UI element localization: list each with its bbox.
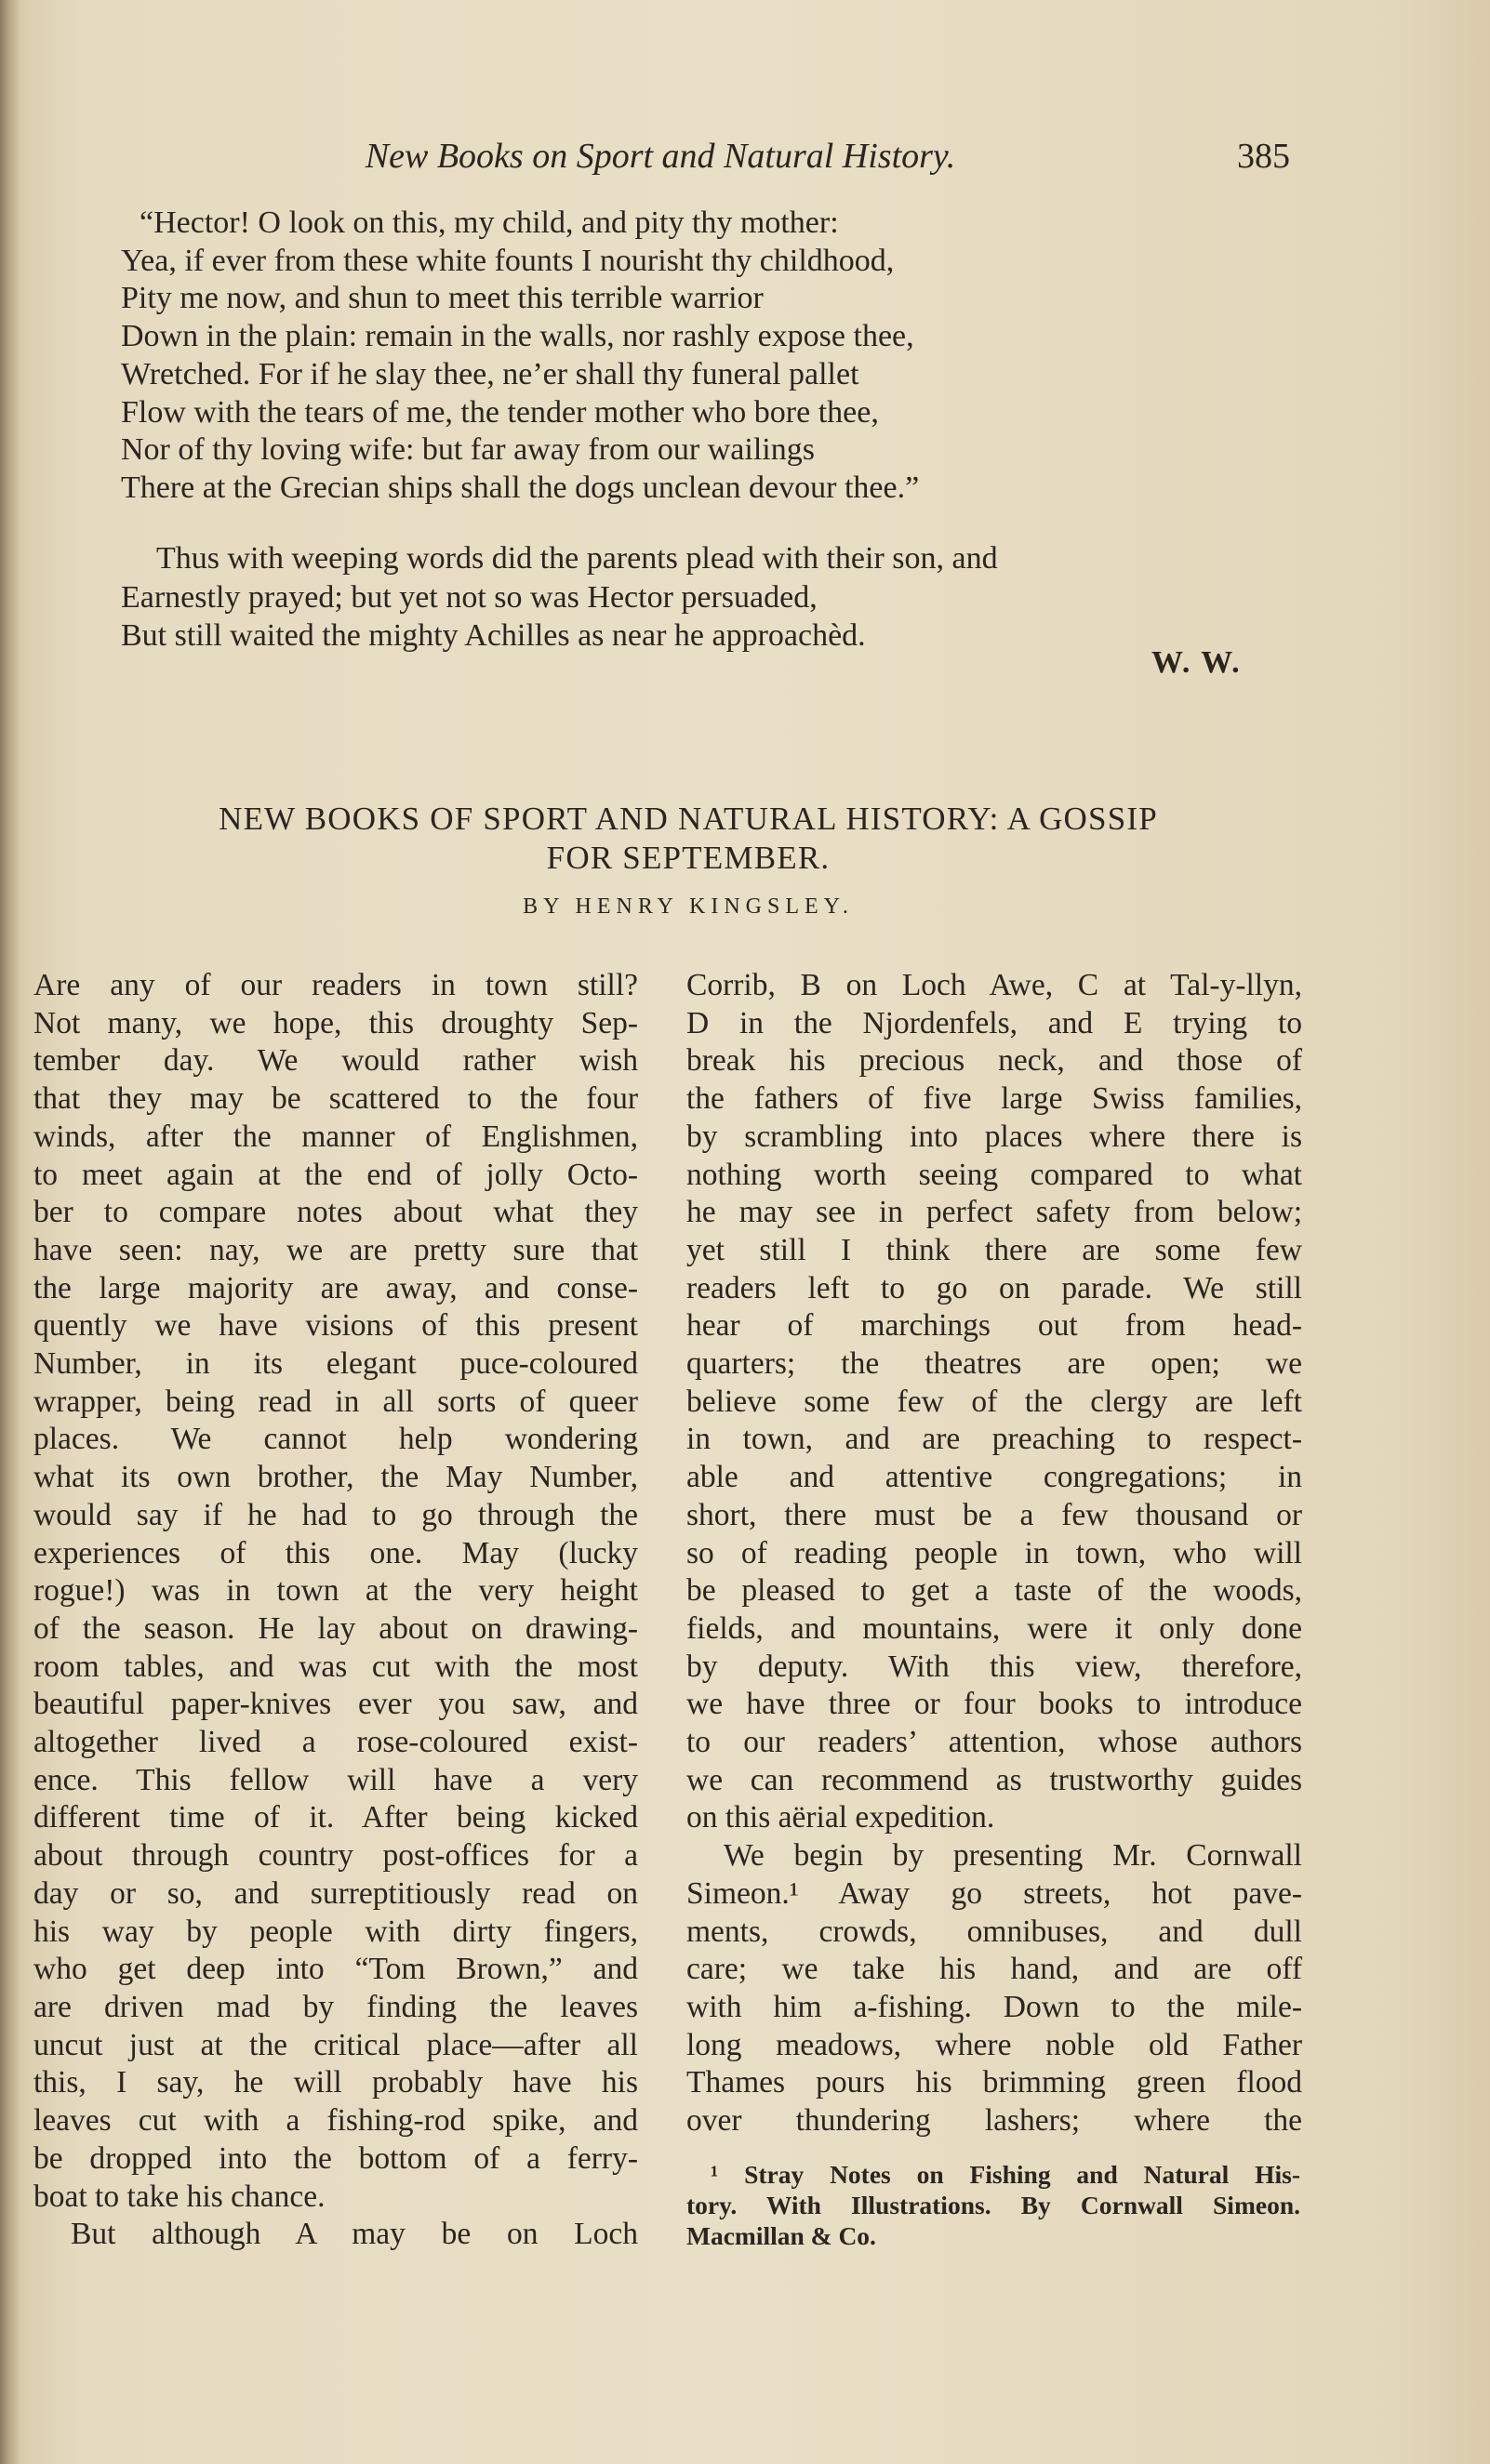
text-line: experiences of this one. May (lucky (33, 1535, 638, 1570)
text-line: nothing worth seeing compared to what (686, 1157, 1302, 1192)
footnote (686, 2159, 1300, 2251)
poem-line: There at the Grecian ships shall the dogs unclean devour thee.” (121, 470, 920, 505)
text-line: places. We cannot help wondering (33, 1422, 638, 1457)
text-line: about through country post-offices for a (33, 1838, 638, 1874)
text-line: wrapper, being read in all sorts of queer (33, 1384, 638, 1419)
text-line: he may see in perfect safety from below; (686, 1195, 1302, 1230)
text-line: different time of it. After being kicked (33, 1800, 638, 1835)
text-line: Simeon.¹ Away go streets, hot pave- (686, 1875, 1302, 1911)
text-line: in town, and are preaching to respect- (686, 1422, 1302, 1457)
footnote-line: ¹ Stray Notes on Fishing and Natural His- (711, 2160, 1300, 2189)
text-line: on this aërial expedition. (686, 1800, 995, 1835)
text-line: Not many, we hope, this droughty Sep- (33, 1005, 638, 1040)
text-line: care; we take his hand, and are off (686, 1952, 1302, 1987)
text-line: day or so, and surreptitiously read on (33, 1875, 638, 1911)
poem-line: Wretched. For if he slay thee, ne’er shall thy funeral pallet (121, 356, 859, 391)
text-line: leaves cut with a fishing-rod spike, and (33, 2103, 638, 2139)
text-line: winds, after the manner of Englishmen, (33, 1119, 638, 1154)
text-line: so of reading people in town, who will (686, 1535, 1302, 1570)
text-line: to meet again at the end of jolly Octo- (33, 1157, 638, 1192)
text-line: We begin by presenting Mr. Cornwall (724, 1838, 1302, 1874)
text-line: over thundering lashers; where the (686, 2103, 1302, 2139)
text-line: by scrambling into places where there is (686, 1119, 1302, 1154)
text-line: D in the Njordenfels, and E trying to (686, 1005, 1302, 1040)
text-line: we can recommend as trustworthy guides (686, 1762, 1302, 1797)
text-line: But although A may be on Loch (71, 2217, 638, 2252)
poem-line: Earnestly prayed; but yet not so was Hector persuaded, (121, 579, 818, 615)
text-line: Are any of our readers in town still? (33, 968, 638, 1002)
text-line: be dropped into the bottom of a ferry- (33, 2140, 638, 2176)
text-line: believe some few of the clergy are left (686, 1384, 1302, 1419)
text-line: quarters; the theatres are open; we (686, 1346, 1302, 1382)
poem-line: Down in the plain: remain in the walls, nor rashly expose thee, (121, 319, 914, 354)
text-line: the fathers of five large Swiss families, (686, 1081, 1302, 1117)
footnote-line: tory. With Illustrations. By Cornwall Simeon. (686, 2191, 1300, 2219)
poem-signature: W. W. (1151, 645, 1242, 680)
text-line: are driven mad by finding the leaves (33, 1989, 638, 2024)
text-line: the large majority are away, and conse- (33, 1270, 638, 1305)
poem-line: But still waited the mighty Achilles as near he approachèd. (121, 618, 866, 653)
text-line: Corrib, B on Loch Awe, C at Tal-y-llyn, (686, 968, 1302, 1002)
text-line: what its own brother, the May Number, (33, 1460, 638, 1495)
text-line: quently we have visions of this present (33, 1308, 638, 1344)
text-line: would say if he had to go through the (33, 1497, 638, 1532)
text-line: to our readers’ attention, whose authors (686, 1725, 1302, 1760)
text-line: we have three or four books to introduce (686, 1687, 1302, 1722)
poem-line: Thus with weeping words did the parents plead with their son, and (156, 541, 998, 576)
text-line: ence. This fellow will have a very (33, 1762, 638, 1797)
text-line: beautiful paper-knives ever you saw, and (33, 1687, 638, 1722)
text-line: rogue!) was in town at the very height (33, 1573, 638, 1609)
text-line: ber to compare notes about what they (33, 1195, 638, 1230)
article-title (65, 800, 1311, 878)
text-line: uncut just at the critical place—after all (33, 2027, 638, 2062)
poem-line: Nor of thy loving wife: but far away from our wailings (121, 432, 815, 468)
body-column-right (686, 967, 1302, 2140)
poem-line: Pity me now, and shun to meet this terrible warrior (121, 281, 764, 316)
text-line: break his precious neck, and those of (686, 1043, 1302, 1079)
text-line: room tables, and was cut with the most (33, 1649, 638, 1684)
body-column-left (33, 967, 638, 2254)
poem-line: Flow with the tears of me, the tender mother who bore thee, (121, 394, 879, 430)
article-byline: BY HENRY KINGSLEY. (523, 894, 854, 919)
text-line: by deputy. With this view, therefore, (686, 1649, 1302, 1684)
text-line: of the season. He lay about on drawing- (33, 1610, 638, 1646)
text-line: this, I say, he will probably have his (33, 2065, 638, 2100)
text-line: be pleased to get a taste of the woods, (686, 1573, 1302, 1609)
running-head: New Books on Sport and Natural History. (365, 137, 956, 176)
text-line: that they may be scattered to the four (33, 1081, 638, 1117)
text-line: readers left to go on parade. We still (686, 1270, 1302, 1305)
article-title-line: NEW BOOKS OF SPORT AND NATURAL HISTORY: A GOSSIP (219, 801, 1158, 837)
text-line: able and attentive congregations; in (686, 1460, 1302, 1495)
poem-line: “Hector! O look on this, my child, and pity thy mother: (140, 205, 839, 240)
text-line: fields, and mountains, were it only done (686, 1610, 1302, 1646)
text-line: altogether lived a rose-coloured exist- (33, 1725, 638, 1760)
page-number: 385 (1237, 137, 1290, 176)
text-line: long meadows, where noble old Father (686, 2027, 1302, 2062)
text-line: tember day. We would rather wish (33, 1043, 638, 1079)
text-line: have seen: nay, we are pretty sure that (33, 1232, 638, 1267)
footnote-line: Macmillan & Co. (686, 2221, 876, 2250)
text-line: short, there must be a few thousand or (686, 1497, 1302, 1532)
text-line: Thames pours his brimming green flood (686, 2065, 1302, 2100)
article-title-line: FOR SEPTEMBER. (546, 840, 831, 876)
text-line: who get deep into “Tom Brown,” and (33, 1952, 638, 1987)
text-line: with him a-fishing. Down to the mile- (686, 1989, 1302, 2024)
gutter-shadow (0, 0, 20, 2464)
poem-closing-block (121, 539, 1311, 656)
poem-block (121, 205, 1311, 508)
text-line: yet still I think there are some few (686, 1232, 1302, 1267)
text-line: hear of marchings out from head- (686, 1308, 1302, 1344)
text-line: boat to take his chance. (33, 2179, 326, 2214)
text-line: Number, in its elegant puce-coloured (33, 1346, 638, 1382)
text-line: ments, crowds, omnibuses, and dull (686, 1914, 1302, 1949)
poem-line: Yea, if ever from these white founts I nourisht thy childhood, (121, 243, 895, 278)
text-line: his way by people with dirty fingers, (33, 1914, 638, 1949)
